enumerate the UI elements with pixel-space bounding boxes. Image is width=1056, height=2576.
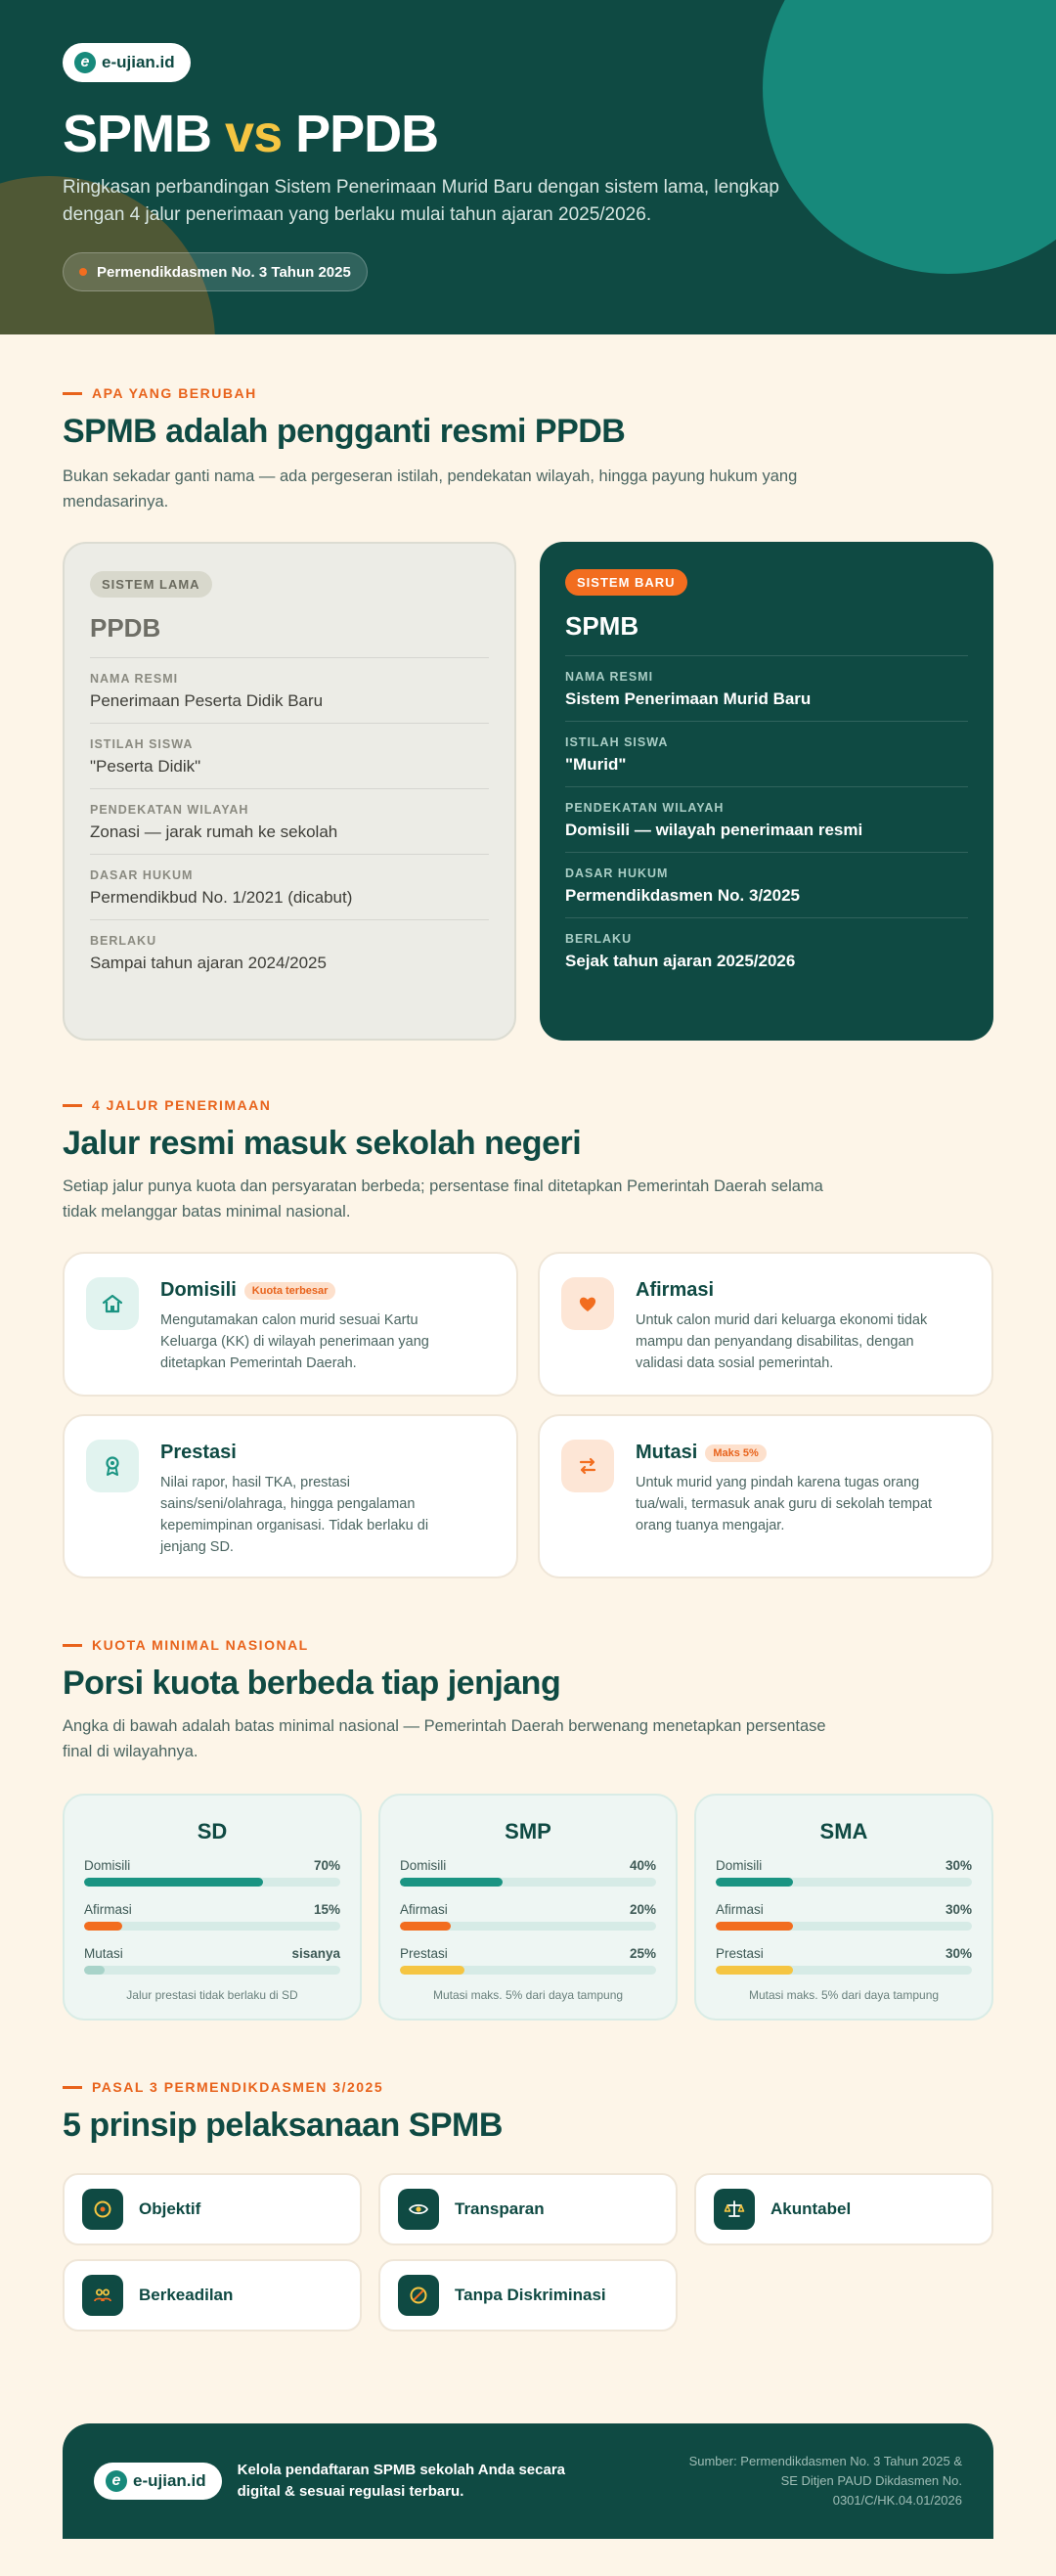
kuota-row [400, 1946, 656, 1975]
jalur-description: Nilai rapor, hasil TKA, prestasi sains/seni/olahraga, hingga pengalaman kepemimpinan organisasi. Tidak berlaku di jenjang SD. [160, 1475, 429, 1555]
scale-icon [714, 2189, 755, 2230]
kuota-bar-fill [400, 1878, 503, 1887]
row-label: BERLAKU [565, 932, 633, 946]
kuota-value: 30% [945, 1858, 972, 1873]
section-eyebrow: APA YANG BERUBAH [63, 385, 257, 401]
row-value: Zonasi — jarak rumah ke sekolah [90, 822, 338, 841]
kuota-value: sisanya [291, 1946, 340, 1961]
kuota-bar-fill [84, 1878, 263, 1887]
kuota-note: Mutasi maks. 5% dari daya tampung [432, 1988, 624, 2002]
row-label: PENDEKATAN WILAYAH [565, 801, 725, 815]
level-name: SMA [819, 1819, 868, 1843]
kuota-row [716, 1946, 972, 1975]
no-entry-icon [398, 2275, 439, 2316]
brand-e-icon: e [74, 52, 96, 73]
kuota-note: Jalur prestasi tidak berlaku di SD [126, 1988, 298, 2002]
jalur-description: Untuk calon murid dari keluarga ekonomi tidak mampu dan penyandang disabilitas, dengan validasi data sosial pemerintah. [636, 1312, 928, 1371]
row-label: NAMA RESMI [565, 670, 654, 684]
kuota-bar-fill [400, 1922, 451, 1931]
section-title: 5 prinsip pelaksanaan SPMB [63, 2107, 503, 2144]
new-system-card [540, 542, 993, 1041]
principle-akuntabel[interactable] [694, 2173, 993, 2245]
kuota-value: 30% [945, 1946, 972, 1961]
section-description: Angka di bawah adalah batas minimal nasional — Pemerintah Daerah berwenang menetapkan persentase final di wilayahnya. [63, 1717, 826, 1760]
kuota-bar-fill [400, 1966, 464, 1975]
principle-label: Objektif [139, 2199, 201, 2218]
kuota-bar-track [400, 1966, 656, 1975]
kuota-label: Prestasi [716, 1946, 764, 1961]
kuota-bar-fill [716, 1922, 793, 1931]
decorative-circle [763, 0, 1056, 274]
home-icon [86, 1277, 139, 1330]
row-value: Domisili — wilayah penerimaan resmi [565, 821, 863, 839]
comparison-row [565, 852, 968, 917]
jalur-description: Untuk murid yang pindah karena tugas orang tua/wali, termasuk anak guru di sekolah tempat orang tuanya mengajar. [636, 1475, 933, 1533]
kuota-label: Afirmasi [716, 1902, 764, 1917]
section-title: Jalur resmi masuk sekolah negeri [63, 1125, 582, 1162]
title-vs: vs [225, 105, 283, 163]
kuota-value: 15% [313, 1902, 340, 1917]
footer-brand-pill[interactable] [94, 2463, 222, 2500]
brand-logo-pill[interactable] [63, 43, 191, 82]
kuota-bar-fill [716, 1878, 793, 1887]
kuota-row [84, 1902, 340, 1931]
jalur-badge: Kuota terbesar [244, 1282, 336, 1300]
kuota-label: Afirmasi [84, 1902, 132, 1917]
row-value: Sampai tahun ajaran 2024/2025 [90, 954, 327, 972]
page-title [63, 104, 438, 164]
kuota-value: 20% [629, 1902, 656, 1917]
old-system-name: PPDB [90, 613, 161, 643]
dot-icon [79, 268, 87, 276]
kuota-bar-track [84, 1966, 340, 1975]
row-label: DASAR HUKUM [565, 866, 669, 880]
regulation-badge [63, 252, 368, 291]
row-value: Penerimaan Peserta Didik Baru [90, 691, 324, 710]
jalur-title: Mutasi [636, 1442, 698, 1463]
principle-label: Akuntabel [770, 2199, 852, 2218]
kuota-row [400, 1858, 656, 1887]
kuota-card-sma [694, 1794, 993, 2021]
kuota-bar-track [716, 1878, 972, 1887]
jalur-title: Afirmasi [636, 1279, 715, 1301]
row-label: PENDEKATAN WILAYAH [90, 803, 249, 817]
jalur-card-domisili[interactable] [63, 1252, 518, 1397]
award-icon [86, 1440, 139, 1492]
comparison-row [90, 854, 489, 919]
jalur-card-afirmasi[interactable] [538, 1252, 993, 1397]
section-eyebrow: KUOTA MINIMAL NASIONAL [63, 1637, 309, 1653]
comparison-row [90, 657, 489, 723]
kuota-card-smp [378, 1794, 678, 2021]
footer-tagline: Kelola pendaftaran SPMB sekolah Anda secara digital & sesuai regulasi terbaru. [237, 2462, 566, 2500]
jalur-title: Prestasi [160, 1442, 237, 1463]
kuota-row [400, 1902, 656, 1931]
footer-source: Sumber: Permendikdasmen No. 3 Tahun 2025 & SE Ditjen PAUD Dikdasmen No. 0301/C/HK.04.01/2026 [688, 2454, 962, 2508]
eye-icon [398, 2189, 439, 2230]
comparison-row [565, 655, 968, 721]
principle-label: Tanpa Diskriminasi [455, 2286, 606, 2304]
principle-transparan[interactable] [378, 2173, 678, 2245]
kuota-value: 25% [629, 1946, 656, 1961]
new-system-name: SPMB [565, 611, 639, 641]
kuota-row [716, 1902, 972, 1931]
section-title: Porsi kuota berbeda tiap jenjang [63, 1665, 561, 1702]
kuota-bar-track [400, 1922, 656, 1931]
heart-icon [561, 1277, 614, 1330]
jalur-title: Domisili [160, 1279, 237, 1301]
kuota-note: Mutasi maks. 5% dari daya tampung [748, 1988, 940, 2002]
comparison-row [90, 919, 489, 985]
hero-subtitle: Ringkasan perbandingan Sistem Penerimaan Murid Baru dengan sistem lama, lengkap dengan 4 jalur penerimaan yang berlaku mulai tahun ajaran 2025/2026. [63, 177, 779, 225]
section-eyebrow: 4 JALUR PENERIMAAN [63, 1097, 271, 1113]
transfer-icon [561, 1440, 614, 1492]
principle-label: Berkeadilan [139, 2286, 234, 2304]
target-icon [82, 2189, 123, 2230]
row-label: NAMA RESMI [90, 672, 179, 686]
regulation-badge-label: Permendikdasmen No. 3 Tahun 2025 [97, 263, 351, 281]
section-description: Setiap jalur punya kuota dan persyaratan berbeda; persentase final ditetapkan Pemerintah Daerah selama tidak melanggar batas minimal nasional. [63, 1177, 823, 1221]
kuota-label: Domisili [84, 1858, 131, 1873]
kuota-value: 30% [945, 1902, 972, 1917]
kuota-bar-track [84, 1878, 340, 1887]
kuota-bar-fill [84, 1966, 105, 1975]
hero-banner [0, 0, 1056, 334]
comparison-row [565, 917, 968, 983]
level-name: SMP [505, 1819, 551, 1843]
section-description: Bukan sekadar ganti nama — ada pergeseran istilah, pendekatan wilayah, hingga payung hukum yang mendasarinya. [63, 467, 798, 511]
brand-e-icon: e [106, 2470, 127, 2492]
kuota-value: 40% [629, 1858, 656, 1873]
kuota-bar-track [716, 1922, 972, 1931]
kuota-bar-fill [716, 1966, 793, 1975]
kuota-label: Afirmasi [400, 1902, 448, 1917]
level-name: SD [197, 1819, 228, 1843]
old-system-tag: SISTEM LAMA [90, 571, 212, 598]
row-value: Sejak tahun ajaran 2025/2026 [565, 952, 796, 970]
row-label: DASAR HUKUM [90, 868, 194, 882]
section-eyebrow: PASAL 3 PERMENDIKDASMEN 3/2025 [63, 2079, 383, 2095]
comparison-row [90, 788, 489, 854]
kuota-label: Domisili [716, 1858, 763, 1873]
row-value: Sistem Penerimaan Murid Baru [565, 689, 812, 708]
kuota-value: 70% [313, 1858, 340, 1873]
kuota-label: Prestasi [400, 1946, 448, 1961]
principle-tanpa-diskriminasi[interactable] [378, 2259, 678, 2332]
old-system-card [63, 542, 516, 1041]
row-value: Permendikdasmen No. 3/2025 [565, 886, 801, 905]
row-value: "Murid" [565, 755, 627, 774]
comparison-row [90, 723, 489, 788]
row-label: BERLAKU [90, 934, 157, 948]
principle-objektif[interactable] [63, 2173, 362, 2245]
comparison-row [565, 786, 968, 852]
comparison-row [565, 721, 968, 786]
jalur-badge: Maks 5% [705, 1444, 766, 1462]
brand-name: e-ujian.id [133, 2471, 206, 2490]
jalur-card-mutasi[interactable] [538, 1414, 993, 1578]
kuota-bar-track [716, 1966, 972, 1975]
kuota-label: Domisili [400, 1858, 447, 1873]
people-icon [82, 2275, 123, 2316]
kuota-label: Mutasi [84, 1946, 123, 1961]
section-title: SPMB adalah pengganti resmi PPDB [63, 413, 626, 450]
row-value: "Peserta Didik" [90, 757, 201, 776]
jalur-description: Mengutamakan calon murid sesuai Kartu Keluarga (KK) di wilayah penerimaan yang ditetapkan Pemerintah Daerah. [160, 1312, 429, 1371]
principle-label: Transparan [455, 2199, 545, 2218]
kuota-row [716, 1858, 972, 1887]
row-label: ISTILAH SISWA [90, 737, 194, 751]
kuota-row [84, 1946, 340, 1975]
new-system-tag: SISTEM BARU [565, 569, 687, 596]
footer [63, 2423, 993, 2539]
kuota-card-sd [63, 1794, 362, 2021]
jalur-card-prestasi[interactable] [63, 1414, 518, 1578]
principle-berkeadilan[interactable] [63, 2259, 362, 2332]
row-label: ISTILAH SISWA [565, 735, 669, 749]
kuota-bar-track [400, 1878, 656, 1887]
kuota-bar-track [84, 1922, 340, 1931]
brand-name: e-ujian.id [102, 53, 175, 71]
title-ppdb: PPDB [295, 105, 439, 163]
row-value: Permendikbud No. 1/2021 (dicabut) [90, 888, 353, 907]
kuota-bar-fill [84, 1922, 122, 1931]
title-spmb: SPMB [63, 105, 212, 163]
kuota-row [84, 1858, 340, 1887]
